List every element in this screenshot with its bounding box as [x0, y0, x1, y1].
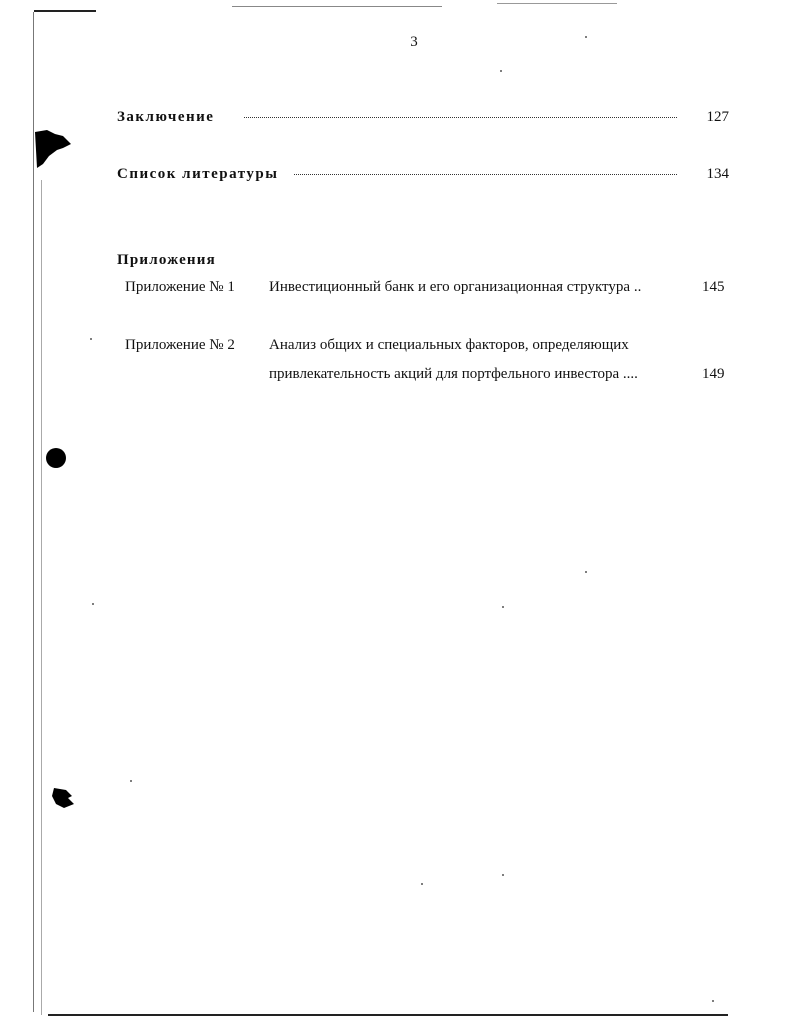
scan-top-line — [232, 6, 442, 7]
appendix-title-continued: привлекательность акций для портфельного инвестора .... — [269, 366, 638, 382]
scan-top-line-2 — [497, 3, 617, 4]
appendix-title: Анализ общих и специальных факторов, определяющих — [269, 337, 629, 353]
scan-speck — [585, 571, 587, 573]
scan-speck — [421, 883, 423, 885]
page-number: 3 — [410, 34, 418, 50]
toc-entry-page: 127 — [706, 109, 729, 125]
scan-speck — [500, 70, 502, 72]
toc-entry-page: 134 — [706, 166, 729, 182]
scan-left-border-2 — [41, 180, 42, 1015]
appendix-title: Инвестиционный банк и его организационная структура .. — [269, 279, 642, 295]
toc-entry-title: Список литературы — [117, 166, 279, 182]
scan-speck — [502, 874, 504, 876]
scan-top-left-line — [34, 10, 96, 12]
toc-leader-dots — [244, 117, 677, 118]
binding-hole-bottom — [50, 786, 76, 810]
appendix-page: 149 — [702, 366, 725, 382]
scan-speck — [502, 606, 504, 608]
appendix-label: Приложение № 2 — [125, 337, 235, 353]
scan-speck — [90, 338, 92, 340]
appendix-page: 145 — [702, 279, 725, 295]
scan-speck — [130, 780, 132, 782]
toc-entry-title: Заключение — [117, 109, 215, 125]
toc-entry-bibliography[interactable] — [117, 166, 729, 183]
toc-entry-conclusion[interactable] — [117, 109, 729, 126]
scan-bottom-line — [48, 1014, 728, 1016]
appendices-heading: Приложения — [117, 252, 216, 268]
scan-speck — [712, 1000, 714, 1002]
toc-leader-dots — [294, 174, 677, 175]
appendix-label: Приложение № 1 — [125, 279, 235, 295]
scan-speck — [92, 603, 94, 605]
binding-hole-top — [33, 128, 75, 170]
binding-hole-middle — [46, 448, 66, 468]
